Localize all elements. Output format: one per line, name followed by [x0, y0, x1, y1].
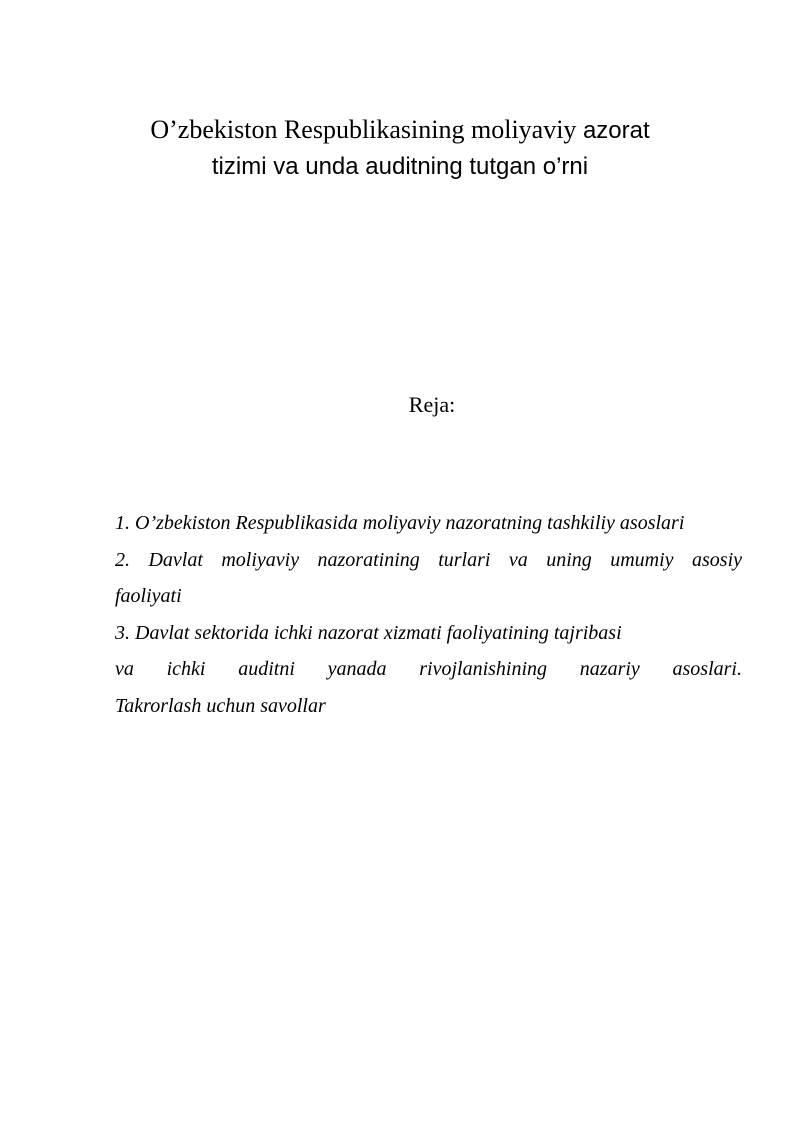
plan-item-review-questions: Takrorlash uchun savollar [115, 694, 326, 717]
title-line-1-serif: O’zbekiston Respublikasining moliyaviy [150, 115, 577, 144]
plan-list [115, 505, 742, 724]
title-line-1-sans: azorat [582, 117, 650, 144]
plan-item-3-continued: va ichki auditni yanada rivojlanishining nazariy asoslari. [115, 658, 742, 680]
plan-item-3: 3. Davlat sektorida ichki nazorat xizmati faoliyatining tajribasi [115, 621, 622, 644]
document-title [0, 112, 800, 185]
title-line-1 [0, 112, 800, 149]
title-line-2: tizimi va unda auditning tutgan o’rni [211, 153, 589, 180]
plan-heading: Reja: [408, 392, 456, 417]
plan-item-1: 1. O’zbekiston Respublikasida moliyaviy nazoratning tashkiliy asoslari [115, 512, 685, 534]
plan-item-2: 2. Davlat moliyaviy nazoratining turlari va uning umumiy asosiy [115, 548, 742, 571]
plan-item-2-continued: faoliyati [115, 585, 182, 607]
